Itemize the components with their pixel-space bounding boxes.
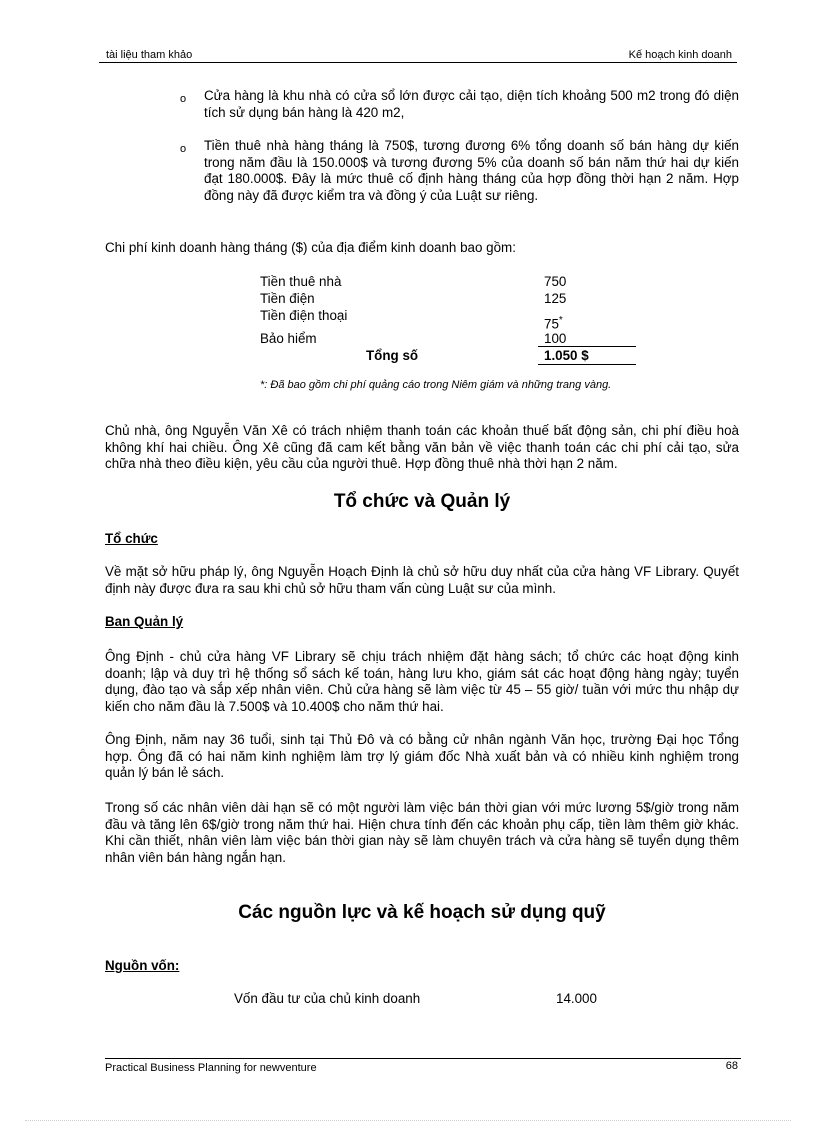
capital-row-label: Vốn đầu tư của chủ kinh doanh <box>234 991 421 1006</box>
header-left: tài liệu tham khảo <box>106 49 193 61</box>
cost-label-phone: Tiền điện thoại <box>260 308 348 323</box>
cost-footnote: *: Đã bao gồm chi phí quảng cáo trong Niêm giám và những trang vàng. <box>260 379 612 391</box>
management-paragraph-1: Ông Định - chủ cửa hàng VF Library sẽ chịu trách nhiệm đặt hàng sách; tổ chức các hoạt động kinh doanh; lập và duy trì hệ thống sổ sách kế toán, hàng lưu kho, giám sát các hoạt động hàng ngày; tuyển dụng, đào tạo và sắp xếp nhân viên. Chủ cửa hàng sẽ làm việc từ 45 – 55 giờ/ tuần với mức thu nhập dự kiến cho năm đầu là 7.500$ và 10.400$ cho năm thứ hai. <box>105 649 739 714</box>
management-paragraph-3: Trong số các nhân viên dài hạn sẽ có một người làm việc bán thời gian với mức lương 5$/giờ trong năm đầu và tăng lên 6$/giờ trong năm thứ hai. Hiện chưa tính đến các khoản phụ cấp, tiền làm thêm giờ khác. Khi cần thiết, nhân viên làm việc bán thời gian này sẽ làm chuyên trách và cửa hàng sẽ tuyển dụng thêm nhân viên bán hàng ngắn hạn. <box>105 800 739 865</box>
cost-value-rent: 750 <box>544 274 567 289</box>
cost-label-insurance: Bảo hiểm <box>260 331 317 346</box>
landlord-paragraph: Chủ nhà, ông Nguyễn Văn Xê có trách nhiệm thanh toán các khoản thuế bất động sản, chi phí điều hoà không khí hai chiều. Ông Xê cũng đã cam kết bằng văn bản về việc thanh toán các chi phí cải tạo, sửa chữa nhà theo điều kiện, yêu cầu của người thuê. Hợp đồng thuê nhà thời hạn 2 năm. <box>105 423 739 471</box>
capital-heading: Nguồn vốn: <box>105 958 180 973</box>
bullet-marker-2: o <box>180 143 187 155</box>
section-title-organization: Tổ chức và Quản lý <box>333 491 511 512</box>
page-number: 68 <box>725 1060 738 1072</box>
bullet-text-1: Cửa hàng là khu nhà có cửa sổ lớn được cải tạo, diện tích khoảng 500 m2 trong đó diện tích sử dụng bán hàng là 420 m2, <box>204 88 739 120</box>
cost-value-phone-number: 75 <box>544 316 559 332</box>
header-rule <box>99 62 737 63</box>
header-right: Kế hoạch kinh doanh <box>628 49 732 61</box>
cost-value-electricity: 125 <box>544 291 567 306</box>
cost-total-label: Tổng số <box>366 348 419 363</box>
cost-total-value: 1.050 $ <box>544 348 589 363</box>
section-title-resources: Các nguồn lực và kế hoạch sử dụng quỹ <box>238 902 606 923</box>
cost-label-electricity: Tiền điện <box>260 291 315 306</box>
cost-footnote-mark: * <box>558 315 563 326</box>
costs-intro: Chi phí kinh doanh hàng tháng ($) của địa điểm kinh doanh bao gồm: <box>105 240 516 255</box>
bullet-marker-1: o <box>180 93 187 105</box>
capital-row-value: 14.000 <box>556 991 597 1006</box>
footer-rule <box>105 1058 741 1059</box>
cost-label-rent: Tiền thuê nhà <box>260 274 342 289</box>
page-edge-dotted-line <box>25 1120 791 1121</box>
org-heading: Tổ chức <box>105 531 158 546</box>
cost-total-rule <box>538 364 636 365</box>
cost-sum-rule <box>538 346 636 347</box>
management-paragraph-2: Ông Định, năm nay 36 tuổi, sinh tại Thủ Đô và có bằng cử nhân ngành Văn học, trường Đại học Tổng hợp. Ông đã có hai năm kinh nghiệm làm trợ lý giám đốc Nhà xuất bản và có nhiều kinh nghiệm trong quản lý bán lẻ sách. <box>105 732 739 780</box>
management-heading: Ban Quản lý <box>105 614 184 629</box>
cost-value-phone <box>544 313 563 332</box>
bullet-text-2: Tiền thuê nhà hàng tháng là 750$, tương đương 6% tổng doanh số bán hàng dự kiến trong năm đầu là 150.000$ và tương đương 5% của doanh số bán năm thứ hai dự kiến đạt 180.000$. Đây là mức thuê cố định hàng tháng của hợp đồng thời hạn 2 năm. Hợp đồng này đã được kiểm tra và đồng ý của Luật sư riêng. <box>204 138 739 203</box>
cost-value-insurance: 100 <box>544 331 567 346</box>
footer-left: Practical Business Planning for newventure <box>105 1062 317 1074</box>
org-paragraph: Về mặt sở hữu pháp lý, ông Nguyễn Hoạch Định là chủ sở hữu duy nhất của cửa hàng VF Library. Quyết định này được đưa ra sau khi chủ sở hữu tham vấn cùng Luật sư của mình. <box>105 564 739 596</box>
